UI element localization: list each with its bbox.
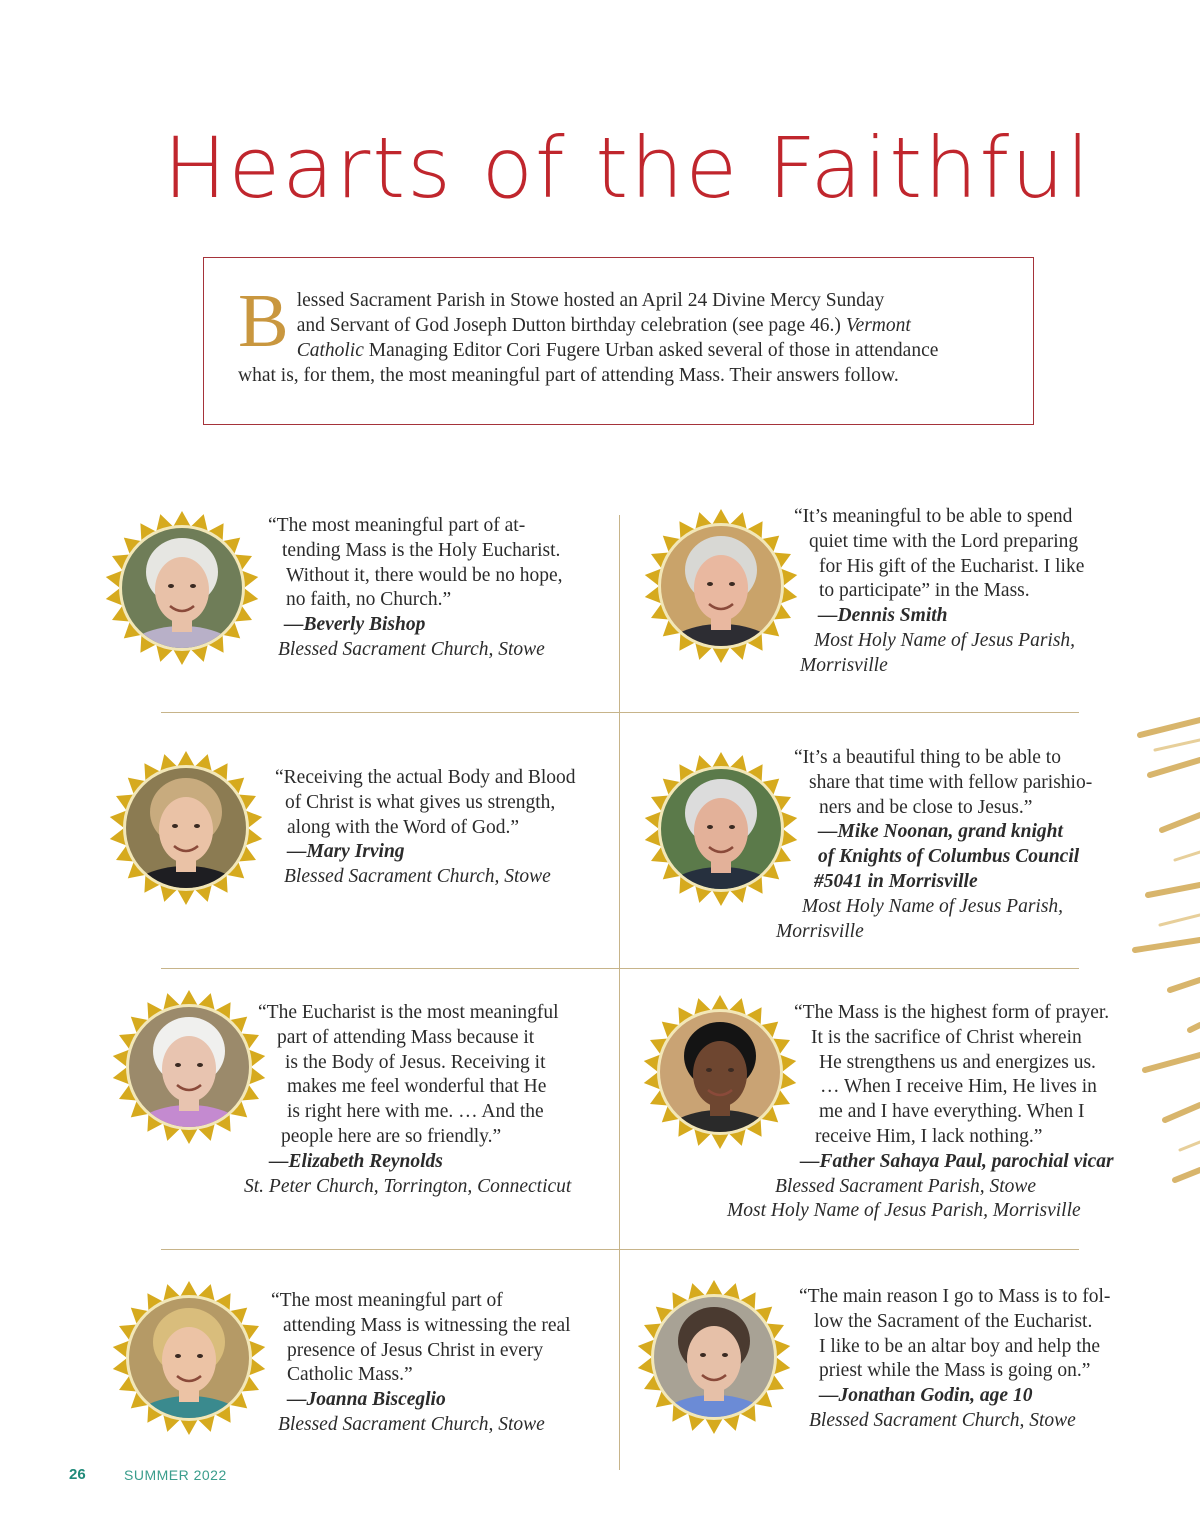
portrait-elizabeth-reynolds: [111, 989, 267, 1145]
portrait-dennis-smith: [643, 508, 799, 664]
quote-line: tending Mass is the Holy Eucharist.: [282, 539, 561, 561]
affiliation: Blessed Sacrament Church, Stowe: [284, 866, 551, 888]
drop-cap: B: [238, 279, 289, 363]
portrait-beverly-bishop: [104, 510, 260, 666]
intro-box: [203, 257, 1034, 425]
quote-line: share that time with fellow parishio-: [809, 771, 1093, 793]
affiliation: St. Peter Church, Torrington, Connecticut: [244, 1175, 572, 1197]
quote-line: “Receiving the actual Body and Blood: [275, 767, 576, 788]
page-number: 26: [69, 1466, 86, 1483]
speaker-name: —Beverly Bishop: [284, 614, 426, 636]
portrait-mike-noonan: [643, 751, 799, 907]
quote-line: is the Body of Jesus. Receiving it: [285, 1051, 546, 1073]
quote-line: I like to be an altar boy and help the: [819, 1335, 1101, 1357]
quote-line: Catholic Mass.”: [287, 1364, 413, 1386]
speaker-name: —Elizabeth Reynolds: [269, 1150, 443, 1172]
affiliation: Morrisville: [800, 654, 888, 676]
quote-line: is right here with me. … And the: [287, 1101, 544, 1123]
row-divider: [161, 1249, 1079, 1250]
testimonial-joanna-bisceglio: [271, 1289, 571, 1438]
quote-line: part of attending Mass because it: [277, 1026, 535, 1048]
intro-line-3: Managing Editor Cori Fugere Urban asked several of those in attendance: [363, 340, 939, 361]
speaker-name: —Mary Irving: [287, 841, 405, 863]
intro-publication-1: Vermont: [845, 315, 911, 336]
intro-line-4: what is, for them, the most meaningful part of attending Mass. Their answers follow.: [238, 365, 899, 386]
quote-line: It is the sacrifice of Christ wherein: [811, 1026, 1082, 1048]
intro-line-1: lessed Sacrament Parish in Stowe hosted an April 24 Divine Mercy Sunday: [296, 290, 885, 311]
testimonial-sahaya-paul: [727, 1001, 1114, 1224]
quote-line: He strengthens us and energizes us.: [819, 1051, 1096, 1073]
affiliation: Morrisville: [776, 920, 864, 942]
portrait-joanna-bisceglio: [111, 1280, 267, 1436]
affiliation: Blessed Sacrament Parish, Stowe: [775, 1175, 1037, 1197]
quote-line: me and I have everything. When I: [819, 1101, 1085, 1123]
quote-line: “The most meaningful part of: [271, 1290, 503, 1311]
quote-line: “It’s meaningful to be able to spend: [794, 506, 1073, 527]
quote-line: attending Mass is witnessing the real: [283, 1314, 571, 1336]
testimonial-beverly-bishop: [268, 514, 563, 663]
quote-line: “It’s a beautiful thing to be able to: [794, 747, 1061, 768]
row-divider: [161, 712, 1079, 713]
quote-line: to participate” in the Mass.: [819, 580, 1030, 602]
quote-line: ners and be close to Jesus.”: [819, 796, 1033, 818]
speaker-name: —Joanna Bisceglio: [287, 1389, 446, 1411]
quote-line: receive Him, I lack nothing.”: [815, 1125, 1043, 1147]
page-title: Hearts of the Faithful: [163, 119, 1092, 217]
row-divider: [161, 968, 1079, 969]
issue-label: SUMMER 2022: [124, 1467, 227, 1483]
testimonial-elizabeth-reynolds: [244, 1001, 572, 1199]
portrait-jonathan-godin: [636, 1279, 792, 1435]
intro-line-2: and Servant of God Joseph Dutton birthday celebration (see page 46.): [296, 315, 846, 336]
quote-line: “The main reason I go to Mass is to fol-: [799, 1286, 1111, 1307]
quote-line: along with the Word of God.”: [287, 816, 520, 838]
quote-line: “The Mass is the highest form of prayer.: [794, 1002, 1110, 1023]
affiliation: Blessed Sacrament Church, Stowe: [809, 1409, 1076, 1431]
quote-line: quiet time with the Lord preparing: [809, 530, 1079, 552]
quote-line: Without it, there would be no hope,: [286, 564, 563, 586]
quote-line: of Christ is what gives us strength,: [285, 791, 556, 813]
quote-line: low the Sacrament of the Eucharist.: [814, 1310, 1093, 1332]
quote-line: people here are so friendly.”: [281, 1125, 502, 1147]
quote-line: presence of Jesus Christ in every: [287, 1339, 544, 1361]
speaker-name: #5041 in Morrisville: [814, 870, 978, 892]
testimonial-mary-irving: [275, 766, 576, 890]
quote-line: makes me feel wonderful that He: [287, 1076, 547, 1098]
speaker-name: —Father Sahaya Paul, parochial vicar: [800, 1150, 1114, 1172]
affiliation: Most Holy Name of Jesus Parish,: [814, 629, 1076, 651]
affiliation: Blessed Sacrament Church, Stowe: [278, 1413, 545, 1435]
testimonial-jonathan-godin: [799, 1285, 1110, 1434]
speaker-name: —Mike Noonan, grand knight: [818, 821, 1063, 843]
quote-line: … When I receive Him, He lives in: [820, 1076, 1097, 1098]
quote-line: “The Eucharist is the most meaningful: [258, 1002, 559, 1023]
testimonial-mike-noonan: [776, 746, 1093, 944]
portrait-mary-irving: [108, 750, 264, 906]
quote-line: priest while the Mass is going on.”: [819, 1360, 1091, 1382]
quote-line: no faith, no Church.”: [286, 589, 452, 611]
column-divider: [619, 515, 620, 1470]
quote-line: “The most meaningful part of at-: [268, 515, 526, 536]
speaker-name: —Jonathan Godin, age 10: [819, 1385, 1033, 1407]
affiliation: Most Holy Name of Jesus Parish,: [802, 895, 1064, 917]
portrait-sahaya-paul: [642, 994, 798, 1150]
affiliation: Most Holy Name of Jesus Parish, Morrisville: [727, 1200, 1081, 1222]
quote-line: for His gift of the Eucharist. I like: [819, 555, 1085, 577]
palm-frond-decoration: [1130, 690, 1200, 1250]
intro-publication-2: Catholic: [296, 340, 364, 361]
affiliation: Blessed Sacrament Church, Stowe: [278, 638, 545, 660]
speaker-name: —Dennis Smith: [818, 605, 948, 627]
testimonial-dennis-smith: [794, 505, 1084, 679]
speaker-name: of Knights of Columbus Council: [818, 846, 1080, 868]
